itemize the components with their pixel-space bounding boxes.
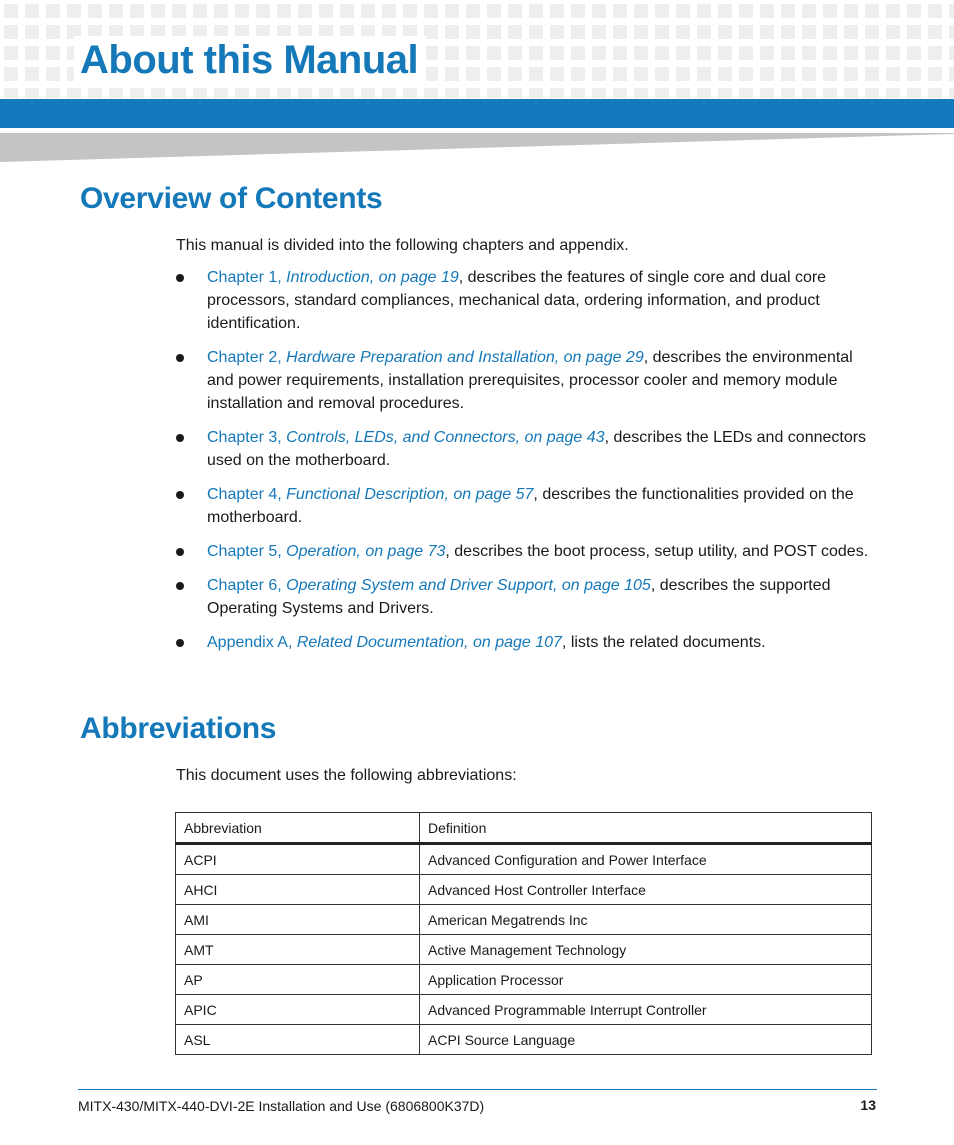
chapter-list-item	[176, 540, 876, 563]
chapter-link-prefix[interactable]: Chapter 2,	[207, 349, 287, 366]
chapter-link[interactable]: Introduction, on page 19	[286, 269, 459, 286]
chapter-link-prefix[interactable]: Chapter 6,	[207, 577, 287, 594]
bullet-icon	[176, 434, 184, 442]
chapter-description: , describes the features of single core and dual core processors, standard compliances, mechanical data, ordering information, and product identification.	[207, 269, 827, 332]
definition-cell: Advanced Programmable Interrupt Controller	[420, 995, 872, 1025]
abbreviation-cell: AMI	[176, 905, 420, 935]
abbreviation-cell: APIC	[176, 995, 420, 1025]
chapter-description: , describes the supported Operating Systems and Drivers.	[207, 577, 831, 617]
table-row	[176, 844, 872, 875]
footer-doc-title: MITX-430/MITX-440-DVI-2E Installation and Use (6806800K37D)	[78, 1098, 485, 1114]
chapter-link-prefix[interactable]: Chapter 5,	[207, 543, 287, 560]
chapter-link-prefix[interactable]: Appendix A,	[207, 634, 297, 651]
definition-cell: American Megatrends Inc	[420, 905, 872, 935]
chapter-link[interactable]: Operating System and Driver Support, on page 105	[286, 577, 651, 594]
bullet-icon	[176, 354, 184, 362]
page-title: About this Manual	[74, 36, 426, 84]
footer-rule	[78, 1089, 877, 1090]
chapter-list-item	[176, 426, 876, 472]
bullet-icon	[176, 491, 184, 499]
chapter-description: , describes the LEDs and connectors used on the motherboard.	[207, 429, 867, 469]
abbreviation-cell: AHCI	[176, 875, 420, 905]
header-gray-swoosh	[0, 130, 954, 164]
chapter-list-item	[176, 574, 876, 620]
definition-cell: Advanced Host Controller Interface	[420, 875, 872, 905]
table-row	[176, 1025, 872, 1055]
chapter-link[interactable]: Operation, on page 73	[286, 543, 446, 560]
abbreviation-cell: AMT	[176, 935, 420, 965]
table-row	[176, 905, 872, 935]
chapter-link-prefix[interactable]: Chapter 4,	[207, 486, 287, 503]
chapter-list	[176, 266, 876, 654]
chapter-description: , describes the environmental and power requirements, installation prerequisites, processor cooler and memory module installation and removal procedures.	[207, 349, 853, 412]
bullet-icon	[176, 639, 184, 647]
abbreviation-cell: AP	[176, 965, 420, 995]
table-row	[176, 875, 872, 905]
abbreviations-table	[175, 812, 872, 1055]
chapter-link[interactable]: Functional Description, on page 57	[286, 486, 534, 503]
chapter-list-item	[176, 631, 876, 654]
chapter-link-prefix[interactable]: Chapter 1,	[207, 269, 287, 286]
table-header-row	[176, 813, 872, 844]
header-blue-band	[0, 99, 954, 128]
table-row	[176, 965, 872, 995]
chapter-description: , describes the boot process, setup utility, and POST codes.	[445, 543, 869, 560]
abbreviations-heading: Abbreviations	[80, 712, 277, 745]
chapter-list-item	[176, 483, 876, 529]
chapter-link[interactable]: Controls, LEDs, and Connectors, on page 43	[286, 429, 605, 446]
chapter-link[interactable]: Related Documentation, on page 107	[296, 634, 562, 651]
table-row	[176, 995, 872, 1025]
overview-intro: This manual is divided into the following chapters and appendix.	[176, 237, 629, 254]
overview-heading: Overview of Contents	[80, 182, 383, 215]
chapter-description: , lists the related documents.	[561, 634, 766, 651]
chapter-list-item	[176, 346, 876, 415]
bullet-icon	[176, 548, 184, 556]
table-row	[176, 935, 872, 965]
definition-cell: ACPI Source Language	[420, 1025, 872, 1055]
definition-cell: Application Processor	[420, 965, 872, 995]
chapter-link-prefix[interactable]: Chapter 3,	[207, 429, 287, 446]
definition-cell: Advanced Configuration and Power Interface	[420, 844, 872, 875]
bullet-icon	[176, 582, 184, 590]
column-header-definition: Definition	[420, 813, 872, 844]
definition-cell: Active Management Technology	[420, 935, 872, 965]
chapter-link[interactable]: Hardware Preparation and Installation, on page 29	[286, 349, 644, 366]
abbreviation-cell: ASL	[176, 1025, 420, 1055]
column-header-abbreviation: Abbreviation	[176, 813, 420, 844]
chapter-list-item	[176, 266, 876, 335]
abbreviations-intro: This document uses the following abbreviations:	[176, 767, 517, 784]
chapter-description: , describes the functionalities provided on the motherboard.	[207, 486, 854, 526]
abbreviation-cell: ACPI	[176, 844, 420, 875]
bullet-icon	[176, 274, 184, 282]
page-number: 13	[860, 1097, 876, 1113]
